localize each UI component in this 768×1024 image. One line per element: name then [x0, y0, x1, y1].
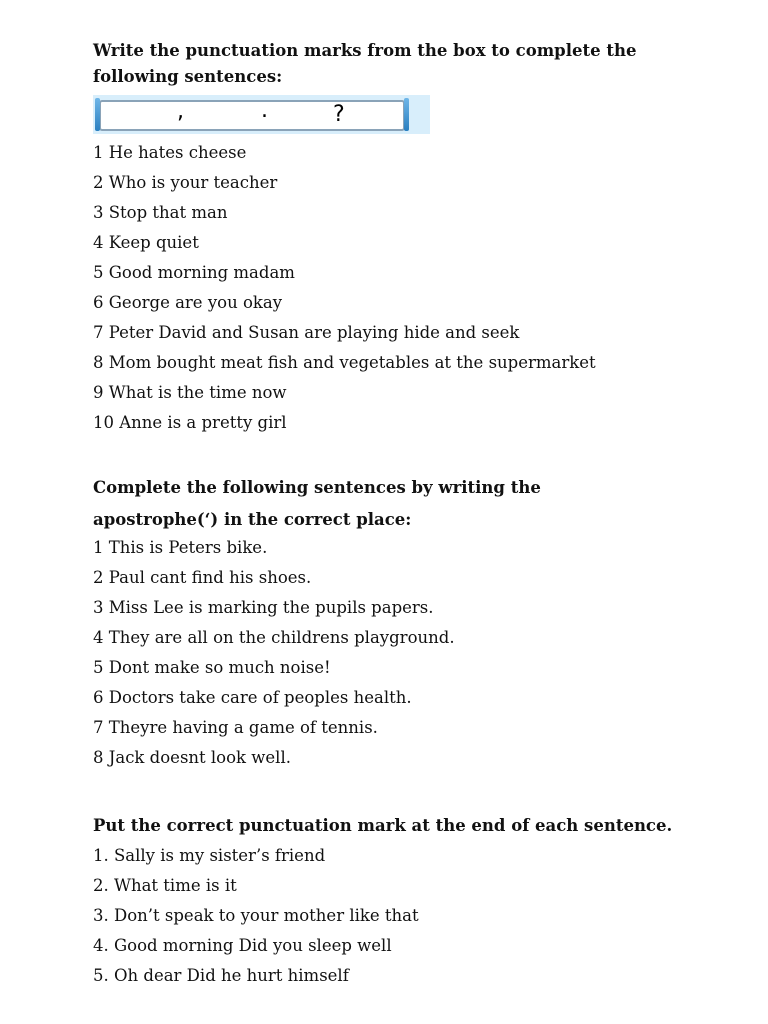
list-item: 4 They are all on the childrens playground. — [93, 628, 455, 647]
list-item: 3 Stop that man — [93, 203, 228, 222]
list-item: 3. Don’t speak to your mother like that — [93, 906, 419, 925]
list-item: 1. Sally is my sister’s friend — [93, 846, 326, 865]
list-item: 1 This is Peters bike. — [93, 538, 268, 557]
section2-heading — [93, 472, 541, 536]
period-mark: . — [261, 98, 268, 123]
list-item: 5 Good morning madam — [93, 263, 295, 282]
list-item: 9 What is the time now — [93, 383, 287, 402]
punctuation-box-frame — [99, 100, 405, 131]
question-mark: ? — [333, 102, 345, 127]
section3-list — [93, 841, 419, 991]
list-item: 8 Mom bought meat fish and vegetables at the supermarket — [93, 353, 596, 372]
section2-heading-line2: apostrophe(‘) in the correct place: — [93, 510, 412, 529]
list-item: 4. Good morning Did you sleep well — [93, 936, 392, 955]
list-item: 7 Theyre having a game of tennis. — [93, 718, 378, 737]
list-item: 2 Paul cant find his shoes. — [93, 568, 312, 587]
punctuation-box — [93, 95, 430, 134]
section1-list — [93, 138, 596, 438]
list-item: 3 Miss Lee is marking the pupils papers. — [93, 598, 434, 617]
list-item: 4 Keep quiet — [93, 233, 199, 252]
list-item: 6 George are you okay — [93, 293, 283, 312]
list-item: 5 Dont make so much noise! — [93, 658, 331, 677]
list-item: 1 He hates cheese — [93, 143, 247, 162]
comma-mark: , — [177, 99, 184, 124]
section2-list — [93, 533, 455, 773]
list-item: 10 Anne is a pretty girl — [93, 413, 287, 432]
section3-heading: Put the correct punctuation mark at the end of each sentence. — [93, 816, 673, 835]
list-item: 5. Oh dear Did he hurt himself — [93, 966, 349, 985]
list-item: 2. What time is it — [93, 876, 237, 895]
list-item: 7 Peter David and Susan are playing hide and seek — [93, 323, 520, 342]
section1-heading: Write the punctuation marks from the box to complete the following sentences: — [93, 41, 637, 86]
list-item: 8 Jack doesnt look well. — [93, 748, 291, 767]
list-item: 6 Doctors take care of peoples health. — [93, 688, 412, 707]
list-item: 2 Who is your teacher — [93, 173, 278, 192]
section2-heading-line1: Complete the following sentences by writing the — [93, 478, 541, 497]
